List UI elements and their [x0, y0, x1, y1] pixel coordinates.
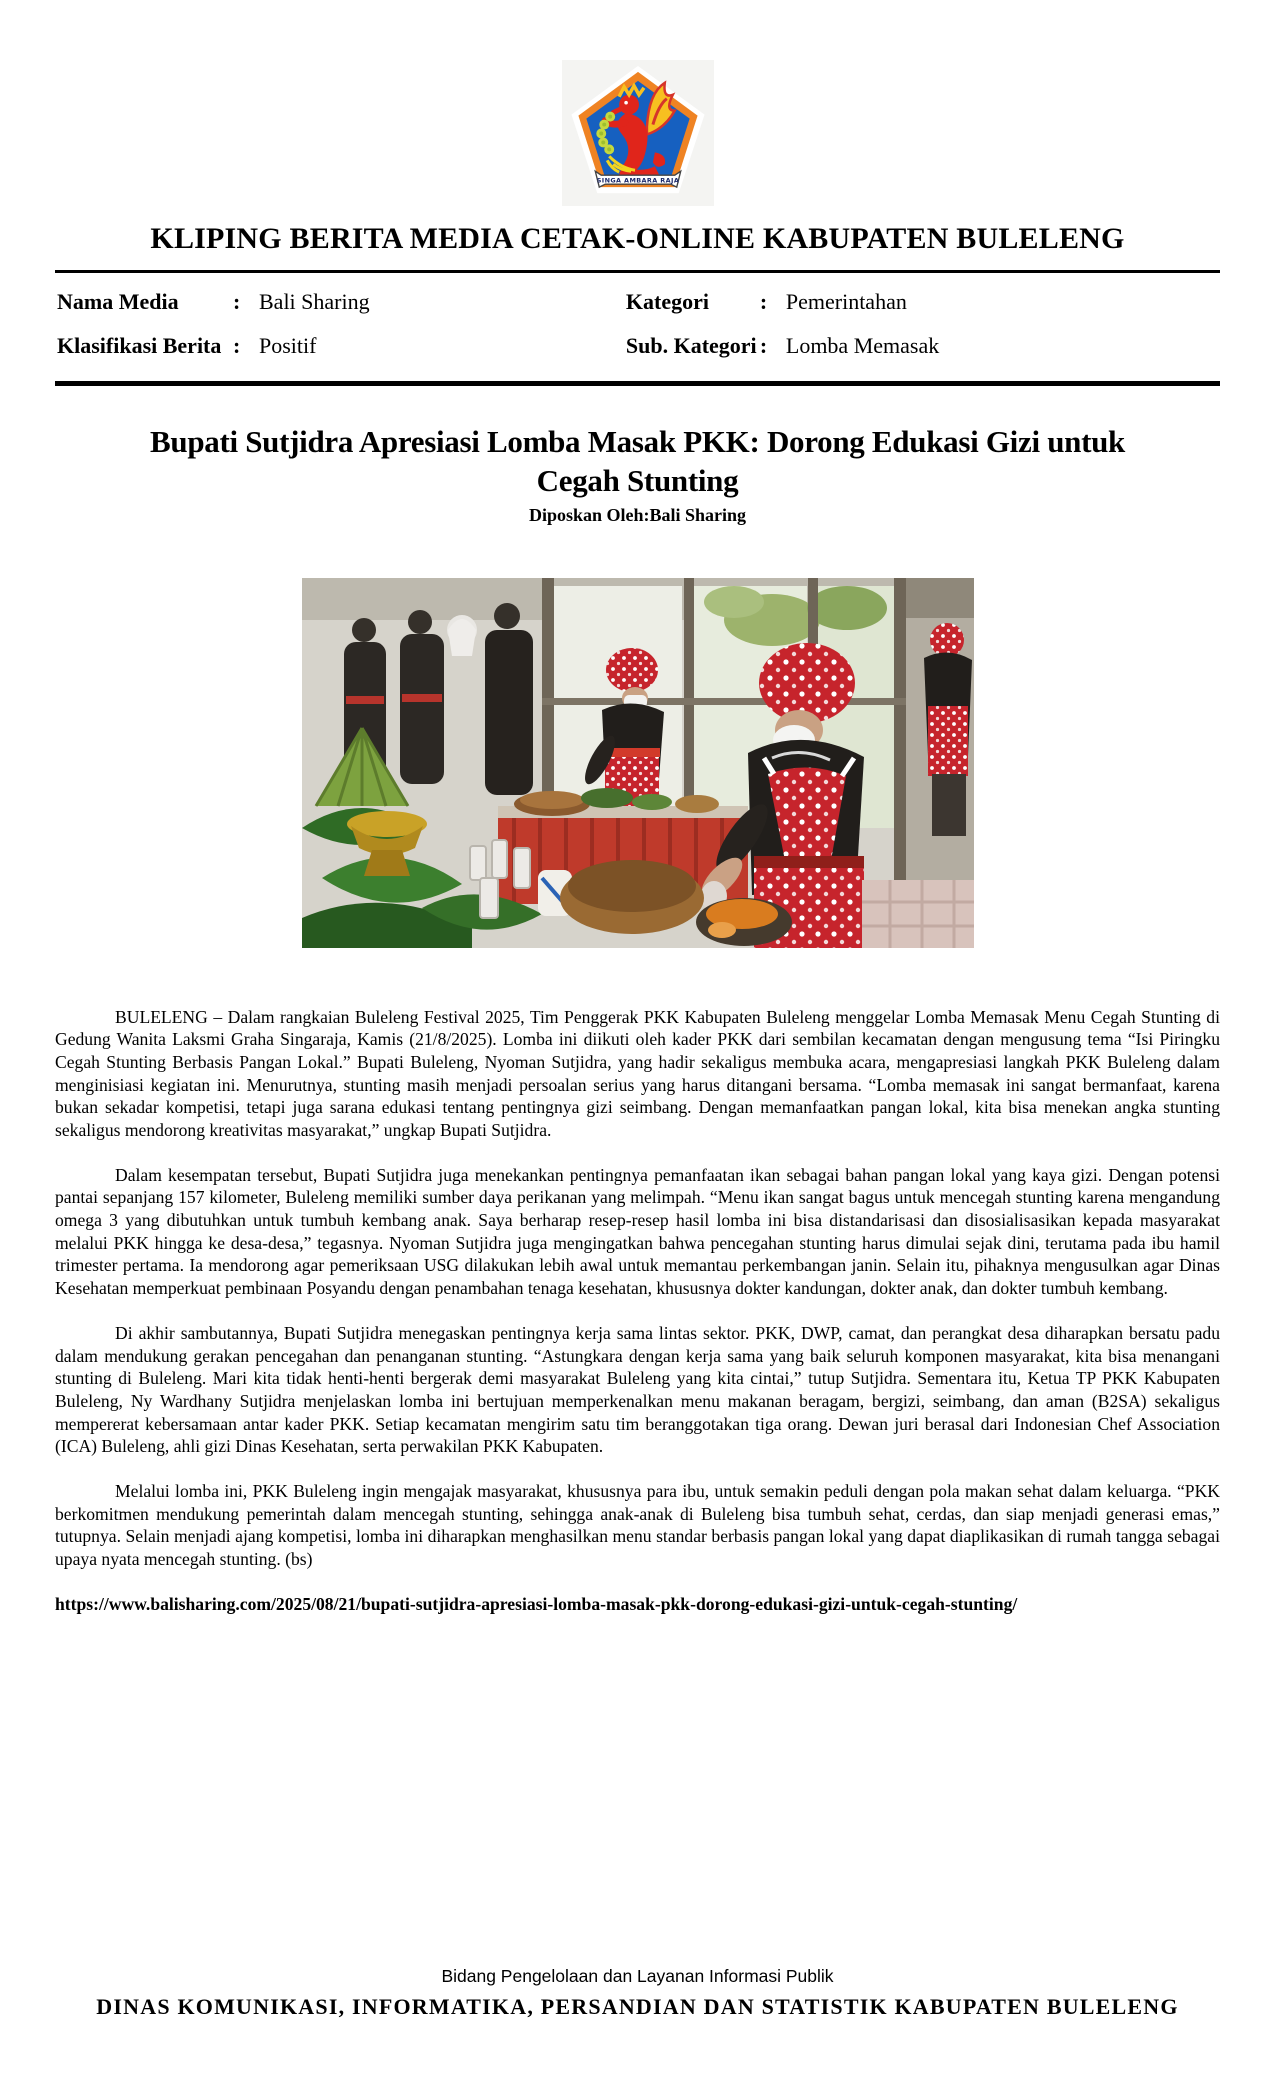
document-footer — [0, 1966, 1275, 2020]
sub-kategori-label: Sub. Kategori — [625, 332, 757, 358]
colon: : — [759, 288, 768, 314]
photo-floor-tiles — [862, 880, 974, 948]
colon: : — [233, 332, 241, 358]
sub-kategori-value: Lomba Memasak — [785, 332, 940, 358]
meta-row-2 — [57, 324, 1218, 368]
document-header-title: KLIPING BERITA MEDIA CETAK-ONLINE KABUPATEN BULELENG — [150, 222, 1125, 255]
buleleng-crest-icon — [563, 61, 713, 205]
colon: : — [233, 288, 241, 314]
paragraph-1: BULELENG – Dalam rangkaian Buleleng Festival 2025, Tim Penggerak PKK Kabupaten Buleleng menggelar Lomba Memasak Menu Cegah Stunting di Gedung Wanita Laksmi Graha Singaraja, Kamis (21/8/2025). Lomba ini diikuti oleh kader PKK dari sembilan kecamatan dengan mengusung tema “Isi Piringku Cegah Stunting Berbasis Pangan Lokal.” Bupati Buleleng, Nyoman Sutjidra, yang hadir sekaligus membuka acara, mengapresiasi langkah PKK Buleleng dalam menginisiasi kegiatan ini. Menurutnya, stunting masih menjadi persoalan serius yang harus ditangani bersama. “Lomba memasak ini sangat bermanfaat, karena bukan sekadar kompetisi, tetapi juga sarana edukasi tentang pentingnya gizi seimbang. Dengan memanfaatkan pangan lokal, kita bisa menekan angka stunting sekaligus mendorong kreativitas masyarakat,” ungkap Bupati Sutjidra. — [55, 1006, 1220, 1141]
meta-row-1 — [57, 280, 1218, 324]
logo-row — [0, 0, 1275, 206]
klasifikasi-label: Klasifikasi Berita — [57, 332, 222, 358]
paragraph-4: Melalui lomba ini, PKK Buleleng ingin mengajak masyarakat, khususnya para ibu, untuk semakin peduli dengan pola makan sehat dalam keluarga. “PKK berkomitmen mendukung pemerintah dalam mencegah stunting, sehingga anak-anak di Buleleng bisa tumbuh sehat, cerdas, dan siap menjadi generasi emas,” tutupnya. Selain menjadi ajang kompetisi, lomba ini diharapkan menghasilkan menu standar berbasis pangan lokal yang dapat diaplikasikan di rumah tangga sebagai upaya nyata mencegah stunting. (bs) — [55, 1480, 1220, 1570]
kategori-value: Pemerintahan — [785, 288, 907, 314]
nama-media-label: Nama Media — [57, 288, 179, 314]
article-title: Bupati Sutjidra Apresiasi Lomba Masak PKK: Dorong Edukasi Gizi untuk Cegah Stunting — [150, 423, 1125, 498]
nama-media-value: Bali Sharing — [259, 288, 370, 314]
klasifikasi-value: Positif — [259, 332, 317, 358]
photo-chopping-block — [560, 860, 704, 934]
article-body — [55, 1006, 1220, 1616]
article-byline: Diposkan Oleh:Bali Sharing — [528, 504, 747, 525]
document-content — [0, 222, 1275, 1616]
meta-table — [55, 273, 1220, 377]
logo-box — [562, 60, 714, 206]
kategori-label: Kategori — [625, 288, 709, 314]
photo-mortar — [696, 898, 792, 946]
footer-division: Bidang Pengelolaan dan Layanan Informasi Publik — [441, 1966, 834, 1986]
crest-banner-text: SINGA AMBARA RAJA — [596, 176, 679, 185]
paragraph-3: Di akhir sambutannya, Bupati Sutjidra menegaskan pentingnya kerja sama lintas sektor. PKK, DWP, camat, dan perangkat desa diharapkan bersatu padu dalam mendukung gerakan pencegahan dan penanganan stunting. “Astungkara dengan kerja sama yang baik seluruh komponen masyarakat, kita bisa menangani stunting di Buleleng. Mari kita tidak henti-henti bergerak demi masyarakat Buleleng yang kita cintai,” tutup Sutjidra. Sementara itu, Ketua TP PKK Kabupaten Buleleng, Ny Wardhany Sutjidra menjelaskan lomba ini bertujuan memperkenalkan menu makanan beragam, bergizi, seimbang, dan aman (B2SA) sekaligus mempererat kebersamaan antar kader PKK. Setiap kecamatan mengirim satu tim beranggotakan tiga orang. Dewan juri berasal dari Indonesian Chef Association (ICA) Buleleng, ahli gizi Dinas Kesehatan, serta perwakilan PKK Kabupaten. — [55, 1322, 1220, 1457]
article-photo — [302, 578, 974, 948]
source-url-link[interactable]: https://www.balisharing.com/2025/08/21/bupati-sutjidra-apresiasi-lomba-masak-pkk-dorong-edukasi-gizi-untuk-cegah-stunting/ — [55, 1593, 1018, 1614]
photo-row — [55, 578, 1220, 948]
divider-thick — [55, 381, 1220, 386]
footer-agency: DINAS KOMUNIKASI, INFORMATIKA, PERSANDIAN DAN STATISTIK KABUPATEN BULELENG — [96, 1994, 1179, 2019]
paragraph-2: Dalam kesempatan tersebut, Bupati Sutjidra juga menekankan pentingnya pemanfaatan ikan sebagai bahan pangan lokal yang kaya gizi. Dengan potensi pantai sepanjang 157 kilometer, Buleleng memiliki sumber daya perikanan yang melimpah. “Menu ikan sangat bagus untuk mencegah stunting karena mengandung omega 3 yang dibutuhkan untuk tumbuh kembang anak. Saya berharap resep-resep hasil lomba ini bisa distandarisasi dan disosialisasikan kepada masyarakat melalui PKK hingga ke desa-desa,” tegasnya. Nyoman Sutjidra juga mengingatkan bahwa pencegahan stunting harus dimulai sejak dini, terutama pada ibu hamil trimester pertama. Ia mendorong agar pemeriksaan USG dilakukan lebih awal untuk memantau perkembangan janin. Selain itu, pihaknya mengusulkan agar Dinas Kesehatan memperkuat pembinaan Posyandu dengan penambahan tenaga kesehatan, khususnya dokter kandungan, dokter anak, dan dokter tumbuh kembang. — [55, 1164, 1220, 1299]
colon: : — [759, 332, 768, 358]
